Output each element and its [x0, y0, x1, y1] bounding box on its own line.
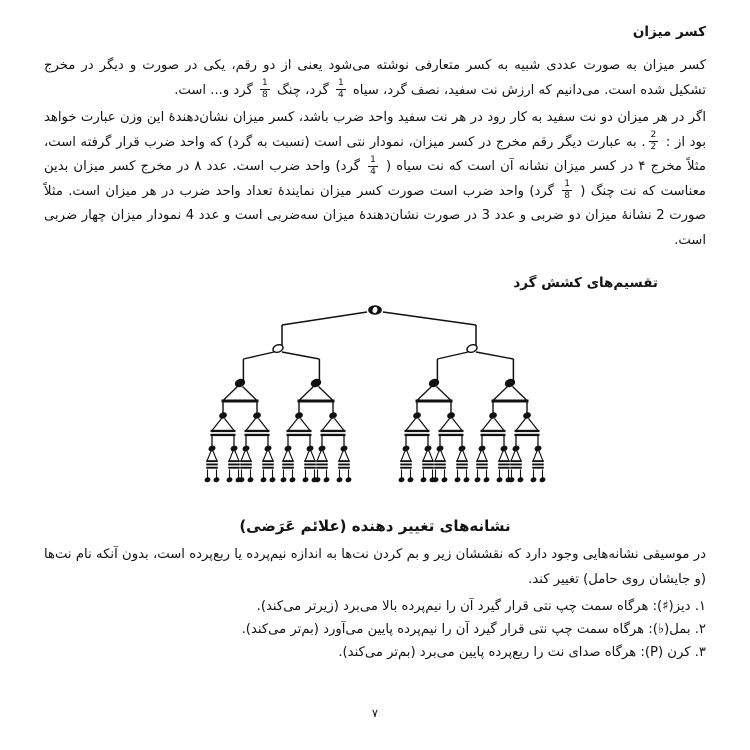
diagram-container	[44, 295, 706, 497]
stacked-fraction: $\frac{1}{4}$	[337, 78, 344, 100]
section-heading-whole-note-divisions: تقسیم‌های کشش گرد	[513, 275, 658, 291]
list-item-bemol: ۲. بمل(♭): هرگاه سمت چپ نتی قرار گیرد آن را نیم‌پرده پایین می‌آورد (بم‌تر می‌کند).	[241, 622, 706, 637]
stacked-fraction: $\frac{1}{8}$	[262, 78, 268, 100]
paragraph-accidentals-intro: در موسیقی نشانه‌هایی وجود دارد که نقششان زیر و بم کردن نت‌ها به اندازه نیم‌پرده یا ربع‌پرده است، بدون آنکه نام نت‌ها (و جایشان روی حامل) تغییر کند.	[44, 547, 706, 587]
accidentals-list	[44, 595, 706, 664]
note-division-tree-diagram	[160, 295, 590, 493]
section-heading-accidentals: نشانه‌های تغییر دهنده (علائم عَرَضی)	[239, 517, 511, 535]
list-item-koron: ۳. کرن (P): هرگاه صدای نت را ربع‌پرده پایین می‌برد (بم‌تر می‌کند).	[338, 645, 706, 660]
page-title: کسر میزان	[632, 24, 706, 40]
stacked-fraction: $\frac{2}{2}$	[650, 130, 657, 152]
paragraph-time-signature-intro: کسر میزان به صورت عددی شبیه به کسر متعارفی نوشته می‌شود یعنی از دو رقم، یکی در صورت و دیگر در مخرج تشکیل شده است. می‌دانیم که ارزش نت سفید، نصف گرد، سیاه $\frac{1}{4}$ گرد، چنگ $\frac{1}{8}$ گرد و... است.	[44, 58, 706, 100]
paragraph-time-signature-meaning: اگر در هر میزان دو نت سفید به کار رود در هر نت سفید واحد ضرب باشد، کسر میزان نشان‌دهندهٔ این وزن عبارت خواهد بود از : $\frac{2}{2}$ . به عبارت دیگر رقم مخرج در کسر میزان، نمودار نتی است (نسبت به گرد) که واحد ضرب قرار گرفته است، مثلاً مخرج ۴ در کسر میزان نشانه آن است که نت سیاه ( $\frac{1}{4}$ گرد) واحد ضرب است. عدد ۸ در مخرج کسر میزان بدین معناست که نت چنگ ( $\frac{1}{8}$ گرد) واحد ضرب است صورت کسر میزان نمایندهٔ تعداد واحد ضرب در هر میزان است. مثلاً صورت 2 نشانهٔ میزان دو ضربی و عدد 3 در صورت نشان‌دهندهٔ میزان سه‌ضربی است و عدد 4 نمودار میزان چهار ضربی است.	[44, 110, 706, 248]
stacked-fraction: $\frac{1}{8}$	[564, 179, 570, 201]
stacked-fraction: $\frac{1}{4}$	[370, 154, 376, 177]
page-number: ۷	[371, 706, 379, 720]
list-item-diez: ۱. دیز(♯): هرگاه سمت چپ نتی قرار گیرد آن را نیم‌پرده بالا می‌برد (زیرتر می‌کند).	[256, 599, 706, 614]
